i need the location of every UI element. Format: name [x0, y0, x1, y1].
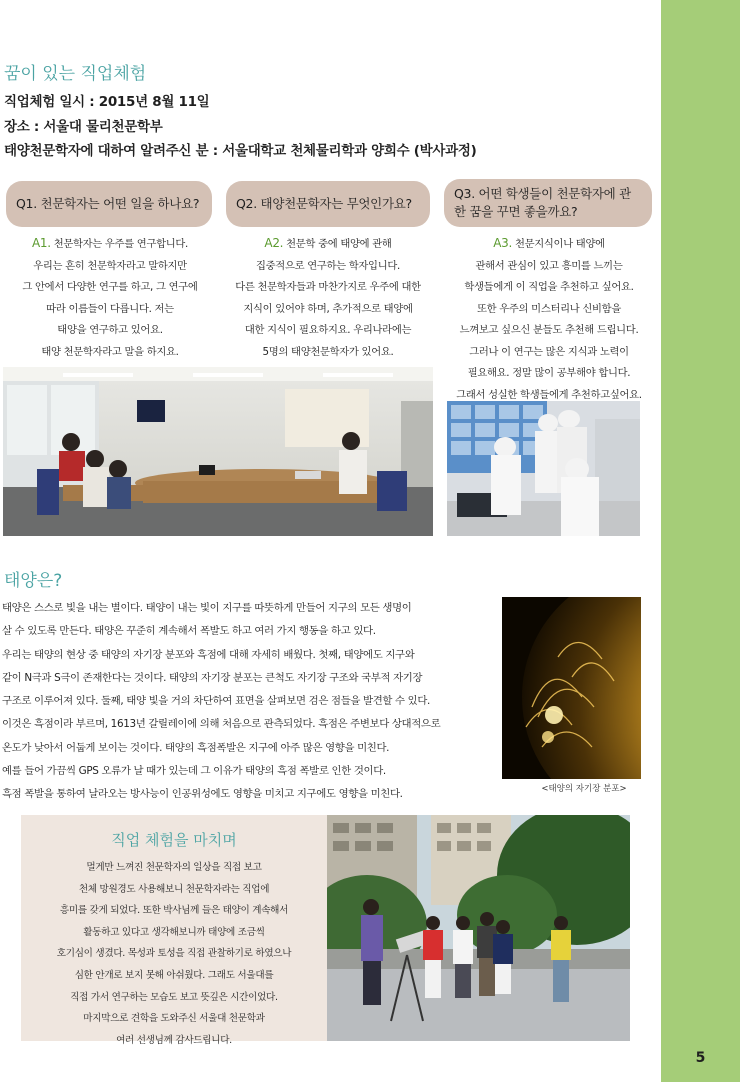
sun-section-title: 태양은?: [4, 571, 63, 591]
question-2-text: Q2. 태양천문학자는 무엇인가요?: [236, 195, 412, 211]
answer-1-line: 그 안에서 다양한 연구를 하고, 그 연구에: [22, 281, 198, 293]
question-1-box: [6, 181, 212, 227]
answer-2: [222, 233, 434, 363]
closing-line: 흥미를 갖게 되었다. 또한 박사님께 들은 태양이 계속해서: [59, 905, 289, 917]
answer-2-line: 지식이 있어야 하며, 추가적으로 태양에: [243, 302, 413, 315]
sun-magnetic-field-image: [502, 597, 641, 779]
sun-body-line: 이것은 흑점이라 부르며, 1613년 갈릴레이에 의해 처음으로 관측되었다. 흑점은 주변보다 상대적으로: [2, 718, 441, 731]
answer-3: [440, 233, 658, 406]
page-title: 꿈이 있는 직업체험: [4, 64, 147, 84]
closing-title: 직업 체험을 마치며: [111, 831, 237, 849]
closing-body: [21, 857, 327, 1051]
closing-line: 천체 망원경도 사용해보니 천문학자라는 직업에: [78, 883, 270, 895]
side-color-bar: [661, 0, 740, 1082]
sun-body-line: 살 수 있도록 만든다. 태양은 꾸준히 계속해서 폭발도 하고 여러 가지 행동을 하고 있다.: [2, 625, 376, 638]
answer-2-line: 천문학 중에 태양에 관해: [283, 238, 392, 250]
answer-3-line: 그러나 이 연구는 많은 지식과 노력이: [469, 345, 629, 358]
answer-3-line: 그래서 성실한 학생들에게 추천하고싶어요.: [456, 388, 642, 401]
question-3-box: [444, 179, 652, 227]
sun-body-line: 온도가 낮아서 어둡게 보이는 것이다. 태양의 흑점폭발은 지구에 아주 많은 영향을 미친다.: [2, 741, 390, 754]
answer-1: [4, 233, 216, 363]
answer-3-line: 학생들에게 이 직업을 추천하고 싶어요.: [464, 281, 634, 293]
sun-body-line: 같이 N극과 S극이 존재한다는 것이다. 태양의 자기장 분포는 큰척도 자기장 구조와 국부적 자기장: [2, 671, 423, 684]
answer-1-label: A1.: [31, 236, 51, 250]
clean-room-photo: [447, 401, 640, 536]
closing-line: 활동하고 있다고 생각해보니까 태양에 조금씩: [83, 926, 265, 938]
answer-2-line: 집중적으로 연구하는 학자입니다.: [256, 259, 400, 272]
answer-3-line: 천문지식이나 태양에: [511, 238, 605, 250]
date-line: 직업체험 일시 : 2015년 8월 11일: [4, 94, 210, 110]
telescope-group-photo: [327, 815, 630, 1041]
answer-1-line: 우리는 흔히 천문학자라고 말하지만: [33, 259, 187, 272]
question-2-box: [226, 181, 430, 227]
closing-line: 호기심이 생겼다. 목성과 토성을 직접 관찰하기로 하였으나: [56, 948, 292, 960]
presenter-line: 태양천문학자에 대하여 알려주신 분 : 서울대학교 천체물리학과 양희수 (박사과정): [4, 143, 477, 159]
answer-3-line: 또한 우주의 미스터리나 신비함을: [477, 302, 621, 315]
answer-2-line: 5명의 태양천문학자가 있어요.: [262, 345, 394, 358]
closing-line: 직접 가서 연구하는 모습도 보고 뜻깊은 시간이었다.: [70, 991, 278, 1003]
sun-body-line: 흑점 폭발을 통하여 날라오는 방사능이 인공위성에도 영향을 미치고 지구에도 영향을 미친다.: [2, 788, 403, 801]
answer-3-label: A3.: [493, 236, 512, 250]
sun-section-body: [2, 597, 497, 807]
answer-3-line: 느껴보고 싶으신 분들도 추천해 드립니다.: [459, 324, 639, 336]
answer-1-line: 태양을 연구하고 있어요.: [57, 324, 163, 336]
sun-image-caption: <태양의 자기장 분포>: [541, 784, 627, 794]
answer-2-label: A2.: [264, 236, 284, 250]
closing-box: [21, 815, 327, 1046]
answer-1-line: 따라 이름들이 다릅니다. 저는: [46, 302, 174, 315]
closing-line: 멀게만 느껴진 천문학자의 일상을 직접 보고: [86, 862, 262, 873]
sun-body-line: 태양은 스스로 빛을 내는 별이다. 태양이 내는 빛이 지구를 따뜻하게 만들어 지구의 모든 생명이: [2, 602, 412, 614]
closing-line: 심한 안개로 보지 못해 아쉬웠다. 그래도 서울대를: [74, 969, 274, 981]
lecture-room-photo: [3, 367, 433, 536]
sun-body-line: 우리는 태양의 현상 중 태양의 자기장 분포와 흑점에 대해 자세히 배웠다. 첫째, 태양에도 지구와: [2, 648, 415, 661]
closing-line: 여러 선생님께 감사드립니다.: [116, 1034, 232, 1046]
closing-line: 마지막으로 견학을 도와주신 서울대 천문학과: [83, 1013, 265, 1025]
answer-3-line: 필요해요. 정말 많이 공부해야 합니다.: [467, 367, 631, 379]
answer-3-line: 관해서 관심이 있고 흥미를 느끼는: [475, 259, 623, 272]
place-line: 장소 : 서울대 물리천문학부: [4, 119, 163, 135]
question-3-text: Q3. 어떤 학생들이 천문학자에 관한 꿈을 꾸면 좋을까요?: [454, 185, 631, 219]
answer-2-line: 대한 지식이 필요하지요. 우리나라에는: [244, 324, 412, 336]
sun-body-line: 예를 들어 가끔씩 GPS 오류가 날 때가 있는데 그 이유가 태양의 흑점 폭발로 인한 것이다.: [2, 765, 386, 778]
question-1-text: Q1. 천문학자는 어떤 일을 하나요?: [16, 195, 200, 211]
answer-1-line: 천문학자는 우주를 연구합니다.: [50, 238, 189, 250]
answer-2-line: 다른 천문학자들과 마찬가지로 우주에 대한: [235, 281, 421, 293]
sun-body-line: 구조로 이루어져 있다. 둘째, 태양 빛을 거의 차단하여 표면을 살펴보면 검은 점들을 발견할 수 있다.: [2, 695, 431, 708]
answer-1-line: 태양 천문학자라고 말을 하지요.: [41, 345, 179, 358]
page-number: 5: [695, 1050, 706, 1066]
